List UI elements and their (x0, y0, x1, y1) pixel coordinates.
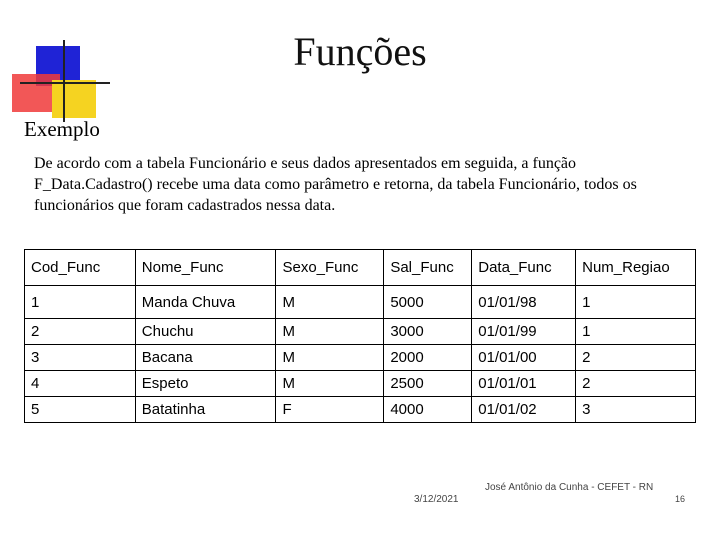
table-header-row (25, 250, 696, 286)
page-number: 16 (675, 494, 686, 504)
table-row (25, 286, 696, 319)
header-cell: Nome_Func (135, 250, 276, 286)
table-cell: 5 (25, 397, 136, 423)
table-cell: Chuchu (135, 319, 276, 345)
table-cell: 01/01/98 (472, 286, 576, 319)
table-cell: M (276, 371, 384, 397)
table-cell: M (276, 286, 384, 319)
table-cell: Espeto (135, 371, 276, 397)
logo-vertical-line (63, 40, 65, 122)
header-cell: Sexo_Func (276, 250, 384, 286)
table-cell: 2 (25, 319, 136, 345)
table-cell: Batatinha (135, 397, 276, 423)
slide-title: Funções (293, 29, 427, 74)
table-row (25, 345, 696, 371)
table-cell: M (276, 319, 384, 345)
table-cell: 2 (576, 371, 696, 397)
table-cell: Manda Chuva (135, 286, 276, 319)
header-cell: Num_Regiao (576, 250, 696, 286)
funcionario-table (24, 249, 696, 423)
table-cell: 4 (25, 371, 136, 397)
slide-subtitle: Exemplo (24, 117, 100, 141)
table-cell: 1 (25, 286, 136, 319)
header-cell: Cod_Func (25, 250, 136, 286)
footer-author: José Antônio da Cunha - CEFET - RN (485, 482, 654, 493)
table-cell: 5000 (384, 286, 472, 319)
table-cell: 01/01/02 (472, 397, 576, 423)
table-cell: 1 (576, 286, 696, 319)
table-row (25, 371, 696, 397)
yellow-square-shape (52, 80, 96, 118)
table-cell: 3000 (384, 319, 472, 345)
header-cell: Data_Func (472, 250, 576, 286)
slide-description: De acordo com a tabela Funcionário e seus dados apresentados em seguida, a função F_Data.Cadastro() recebe uma data como parâmetro e retorna, da tabela Funcionário, todos os funcionários que foram cadastrados nessa data. (34, 155, 637, 214)
logo-horizontal-line (20, 82, 110, 84)
decorative-logo (0, 0, 110, 120)
table-cell: 3 (576, 397, 696, 423)
table-cell: F (276, 397, 384, 423)
table-cell: 2000 (384, 345, 472, 371)
footer-date: 3/12/2021 (414, 494, 459, 505)
table-cell: 2 (576, 345, 696, 371)
table-cell: 01/01/99 (472, 319, 576, 345)
table-cell: Bacana (135, 345, 276, 371)
table-cell: 4000 (384, 397, 472, 423)
table-cell: 01/01/00 (472, 345, 576, 371)
table-row (25, 319, 696, 345)
table-cell: 01/01/01 (472, 371, 576, 397)
table-cell: 3 (25, 345, 136, 371)
table-cell: M (276, 345, 384, 371)
header-cell: Sal_Func (384, 250, 472, 286)
table-cell: 1 (576, 319, 696, 345)
table-cell: 2500 (384, 371, 472, 397)
table-row (25, 397, 696, 423)
